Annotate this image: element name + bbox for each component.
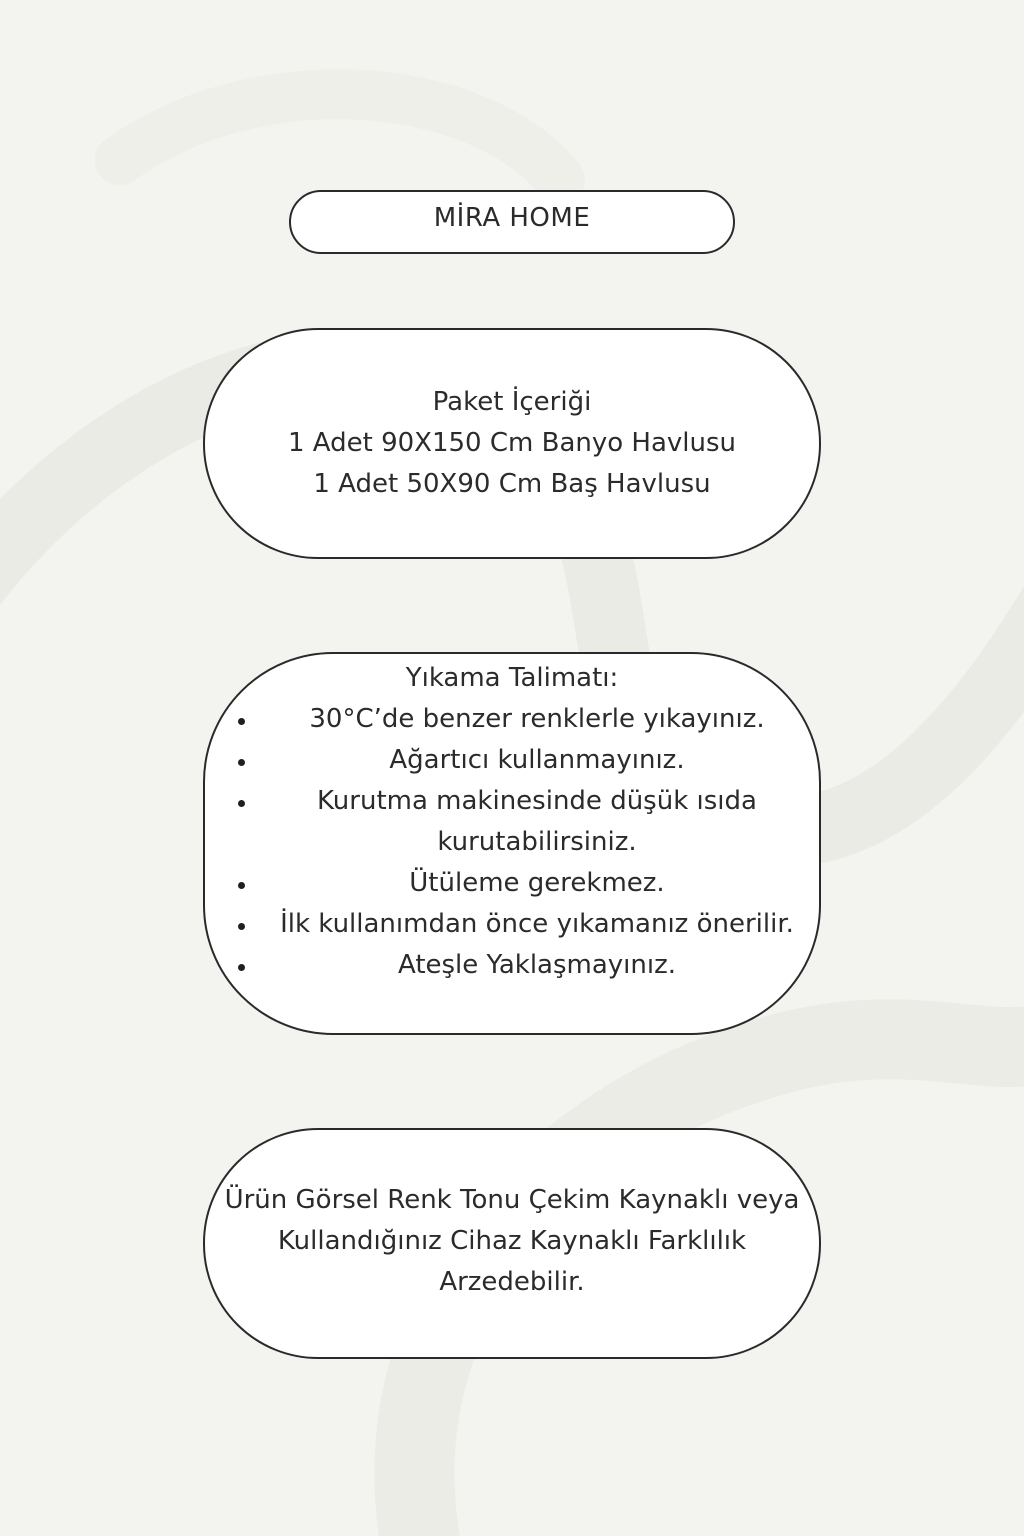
list-item [205, 740, 819, 781]
package-item: 1 Adet 90X150 Cm Banyo Havlusu [287, 428, 737, 458]
brand-name-pill [289, 190, 735, 254]
color-disclaimer-card [203, 1128, 821, 1359]
bullet-icon [238, 923, 245, 930]
washing-instruction-text: 30°C’de benzer renklerle yıkayınız. [309, 704, 765, 734]
bullet-icon [238, 882, 245, 889]
list-item [205, 945, 819, 986]
list-item [205, 781, 819, 863]
washing-instruction-text: Ağartıcı kullanmayınız. [389, 745, 685, 775]
washing-instruction-text: Ateşle Yaklaşmayınız. [397, 950, 677, 980]
package-item: 1 Adet 50X90 Cm Baş Havlusu [313, 469, 711, 499]
washing-instruction-text: İlk kullanımdan önce yıkamanız önerilir. [280, 909, 794, 939]
list-item [205, 863, 819, 904]
washing-instructions-list [205, 699, 819, 986]
washing-instruction-text: Ütüleme gerekmez. [409, 868, 665, 898]
washing-instructions-card [203, 652, 821, 1035]
bullet-icon [238, 800, 245, 807]
bullet-icon [238, 964, 245, 971]
bullet-icon [238, 718, 245, 725]
list-item [205, 904, 819, 945]
package-title: Paket İçeriği [432, 387, 592, 417]
washing-title: Yıkama Talimatı: [405, 663, 619, 693]
disclaimer-text: Ürün Görsel Renk Tonu Çekim Kaynaklı veya Kullandığınız Cihaz Kaynaklı Farklılık Arzedebilir. [224, 1185, 800, 1297]
list-item [205, 699, 819, 740]
brand-name: MİRA HOME [433, 203, 591, 233]
package-contents-card [203, 328, 821, 559]
washing-instruction-text: Kurutma makinesinde düşük ısıda kurutabilirsiniz. [317, 786, 757, 857]
bullet-icon [238, 759, 245, 766]
